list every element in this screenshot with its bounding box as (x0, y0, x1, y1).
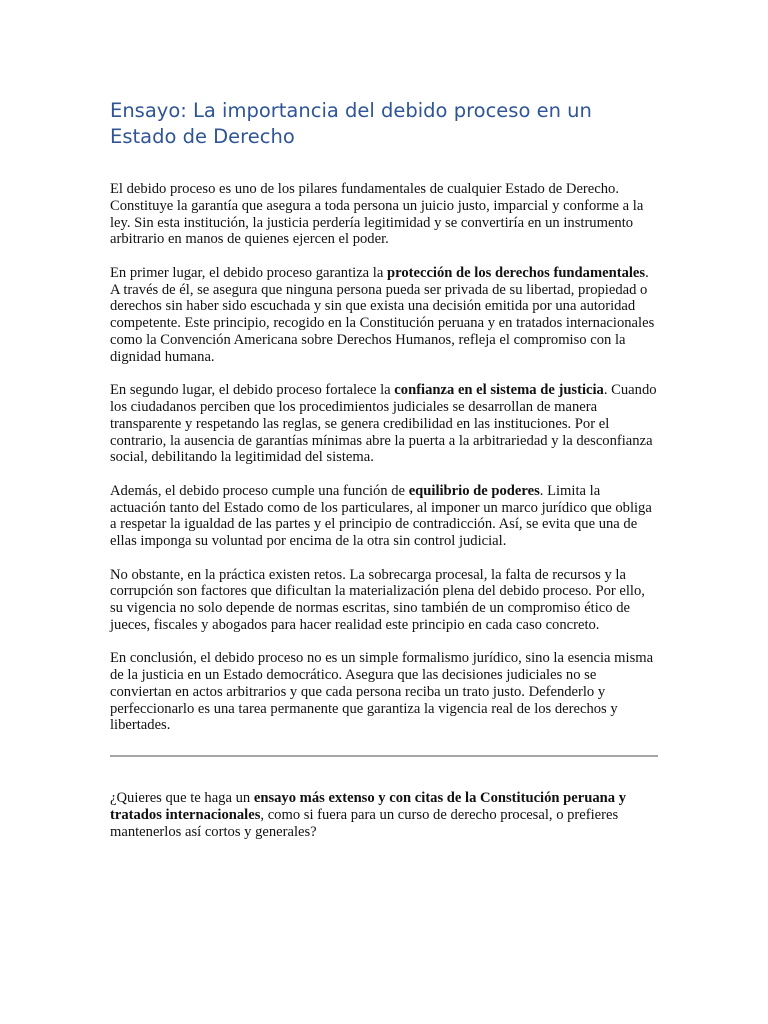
paragraph-justice-confidence (110, 382, 658, 466)
paragraph-text: En conclusión, el debido proceso no es un simple formalismo jurídico, sino la esencia misma de la justicia en un Estado democrático. Asegura que las decisiones judiciales no se conviertan en actos arbitrarios y que cada persona reciba un trato justo. Defenderlo y perfeccionarlo es una tarea permanente que garantiza la vigencia real de los derechos y libertades. (110, 650, 654, 734)
paragraph-text: En primer lugar, el debido proceso garantiza la (110, 264, 387, 281)
closing-text: , como si fuera para un curso de derecho procesal, o prefieres mantenerlos así cortos y generales? (110, 806, 619, 840)
closing-bold-text: ensayo más extenso y con citas de la Constitución peruana y tratados internacionales (110, 790, 627, 823)
paragraph-bold-text: protección de los derechos fundamentales (387, 264, 646, 281)
essay-title: Ensayo: La importancia del debido proceso en un Estado de Derecho (110, 99, 592, 148)
horizontal-divider (110, 755, 658, 757)
paragraph-bold-text: confianza en el sistema de justicia (394, 382, 604, 399)
paragraph-fundamental-rights (110, 265, 658, 366)
paragraph-text: . A través de él, se asegura que ninguna persona pueda ser privada de su libertad, propiedad o derechos sin haber sido escuchada y sin que exista una decisión emitida por una autoridad competente. Este principio, recogido en la Constitución peruana y en tratados internacionales como la Convención Americana sobre Derechos Humanos, refleja el compromiso con la dignidad humana. (110, 264, 655, 365)
paragraph-balance-of-powers (110, 483, 658, 550)
closing-text: ¿Quieres que te haga un (110, 790, 254, 806)
paragraph-conclusion (110, 650, 658, 734)
essay-body (110, 98, 658, 751)
paragraph-text: . Cuando los ciudadanos perciben que los procedimientos judiciales se desarrollan de manera transparente y respetando las reglas, se genera credibilidad en las instituciones. Por el contrario, la ausencia de garantías mínimas abre la puerta a la arbitrariedad y la desconfianza social, debilitando la legitimidad del sistema. (110, 382, 657, 466)
paragraph-text: . Limita la actuación tanto del Estado como de los particulares, al imponer un marco jurídico que obliga a respetar la igualdad de las partes y el principio de contradicción. Así, se evita que una de ellas imponga su voluntad por encima de la otra sin control judicial. (110, 482, 652, 550)
paragraph-text: Además, el debido proceso cumple una función de (110, 482, 409, 499)
paragraph-text: El debido proceso es uno de los pilares fundamentales de cualquier Estado de Derecho. Constituye la garantía que asegura a toda persona un juicio justo, imparcial y conforme a la ley. Sin esta institución, la justicia perdería legitimidad y se convertiría en un instrumento arbitrario en manos de quienes ejercen el poder. (110, 181, 644, 248)
paragraph-text: En segundo lugar, el debido proceso fortalece la (110, 382, 395, 399)
paragraph-text: No obstante, en la práctica existen retos. La sobrecarga procesal, la falta de recursos y la corrupción son factores que dificultan la materialización plena del debido proceso. Por ello, su vigencia no solo depende de normas escritas, sino también de un compromiso ético de jueces, fiscales y abogados para hacer realidad este principio en cada caso concreto. (110, 566, 645, 633)
paragraph-intro (110, 181, 658, 248)
paragraph-challenges (110, 567, 658, 634)
paragraph-bold-text: equilibrio de poderes (408, 482, 540, 499)
closing-question (110, 790, 658, 840)
